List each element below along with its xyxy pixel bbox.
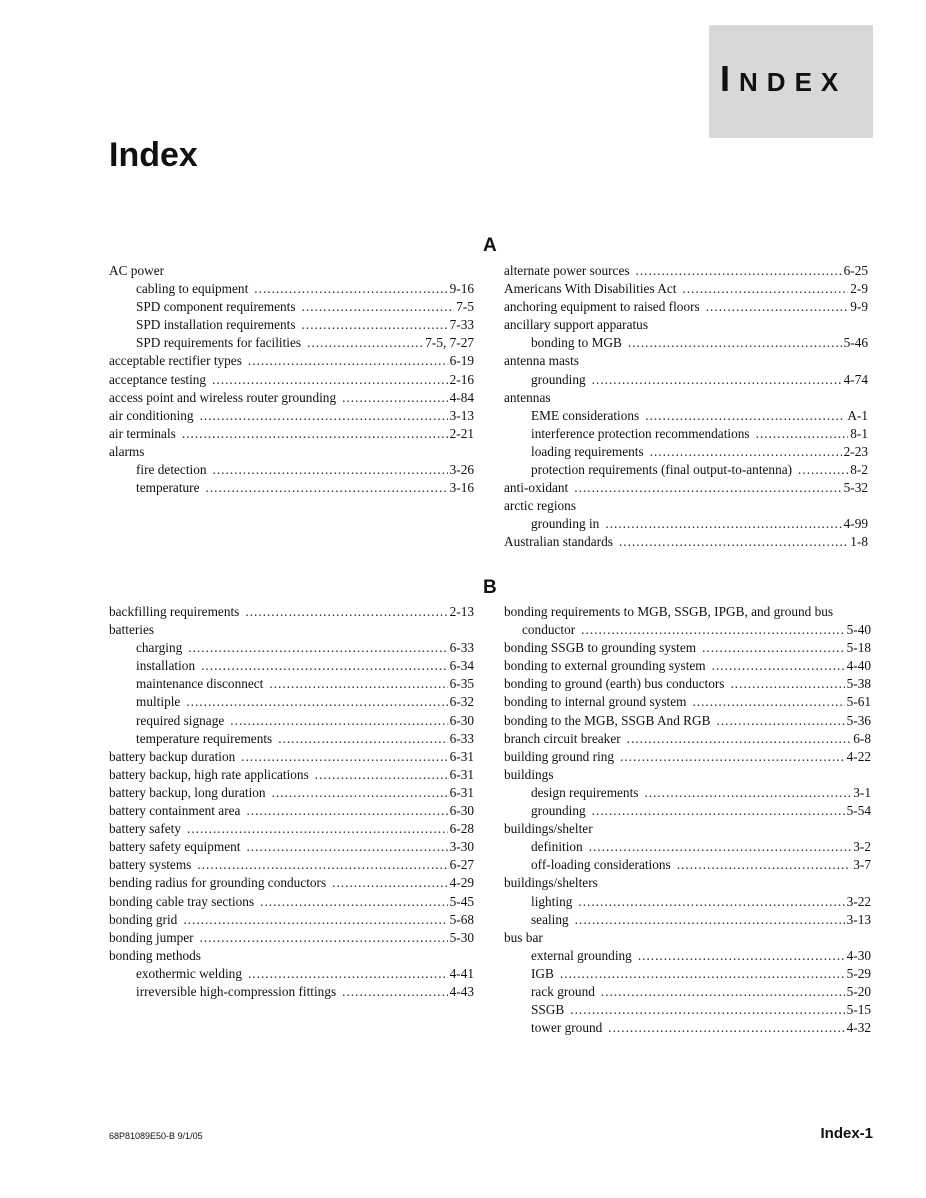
entry-page-ref: 5-38	[846, 676, 871, 692]
entry-page-ref: 5-46	[843, 335, 868, 351]
entry-term: AC power	[109, 263, 165, 278]
entry-page-ref: 2-9	[850, 281, 868, 297]
entry-page-ref: 6-27	[449, 857, 474, 873]
entry-term: air terminals	[109, 425, 176, 441]
entry-page-ref: 2-16	[449, 371, 474, 387]
entry-term: irreversible high-compression fittings	[136, 983, 337, 999]
entry-page-ref: 6-30	[449, 803, 474, 819]
dot-leader	[183, 911, 447, 929]
entry-term: Australian standards	[504, 534, 613, 550]
dot-leader	[798, 461, 848, 479]
entry-page-ref: 6-35	[449, 676, 474, 692]
dot-leader	[260, 893, 448, 911]
index-entry	[504, 929, 871, 947]
index-subentry	[504, 515, 868, 533]
entry-page-ref: 5-36	[846, 712, 871, 728]
dot-leader	[278, 730, 447, 748]
entry-term: bus bar	[504, 929, 543, 945]
entry-page-ref: 6-19	[449, 353, 474, 369]
entry-term: grounding	[531, 803, 586, 819]
entry-page-ref: 4-99	[843, 516, 868, 532]
entry-page-ref: 6-28	[449, 821, 474, 837]
entry-page-ref: 3-30	[449, 839, 474, 855]
entry-page-ref: 5-45	[449, 893, 474, 909]
dot-leader	[188, 639, 447, 657]
dot-leader	[315, 766, 448, 784]
entry-term: definition	[531, 839, 583, 855]
dot-leader	[608, 1019, 844, 1037]
entry-term: rack ground	[531, 983, 595, 999]
dot-leader	[717, 712, 845, 730]
entry-term: protection requirements (final output-to-antenna)	[531, 462, 793, 478]
entry-term: IGB	[531, 965, 554, 981]
entry-term: multiple	[136, 694, 181, 710]
dot-leader	[601, 983, 845, 1001]
entry-term: branch circuit breaker	[504, 730, 621, 746]
entry-term: battery safety equipment	[109, 839, 241, 855]
entry-page-ref: 5-54	[846, 803, 871, 819]
dot-leader	[730, 675, 844, 693]
index-entry	[504, 693, 871, 711]
index-subentry	[504, 911, 871, 929]
dot-leader	[302, 298, 455, 316]
entry-term: lighting	[531, 893, 573, 909]
entry-term: backfilling requirements	[109, 604, 240, 619]
entry-term: SPD installation requirements	[136, 317, 296, 333]
entry-term: charging	[136, 640, 183, 656]
entry-term: buildings/shelters	[504, 875, 598, 891]
index-subentry	[109, 693, 474, 711]
index-entry	[504, 352, 868, 370]
index-entry	[109, 407, 474, 425]
entry-term: antennas	[504, 389, 551, 405]
entry-term: loading requirements	[531, 443, 644, 459]
index-entry	[109, 947, 474, 965]
index-entry	[109, 425, 474, 443]
index-subentry	[504, 371, 868, 389]
entry-term: batteries	[109, 622, 155, 638]
dot-leader	[200, 929, 448, 947]
entry-page-ref: 6-31	[449, 748, 474, 764]
entry-page-ref: 4-22	[846, 748, 871, 764]
index-entry	[504, 298, 868, 316]
dot-leader	[644, 784, 851, 802]
entry-term: bending radius for grounding conductors	[109, 875, 327, 891]
dot-leader	[578, 893, 844, 911]
entry-term: bonding methods	[109, 947, 201, 963]
dot-leader	[712, 657, 845, 675]
entry-page-ref: 6-31	[449, 784, 474, 800]
document-id: 68P81089E50-B 9/1/05	[109, 1131, 203, 1141]
entry-term: battery backup, high rate applications	[109, 766, 309, 782]
entry-page-ref: 3-16	[449, 480, 474, 496]
index-entry	[504, 280, 868, 298]
entry-term: access point and wireless router grounding	[109, 389, 337, 405]
dot-leader	[248, 965, 448, 983]
dot-leader	[560, 965, 845, 983]
index-subentry	[109, 334, 474, 352]
entry-term: off-loading considerations	[531, 857, 671, 873]
entry-page-ref: 5-29	[846, 965, 871, 981]
entry-term: arctic regions	[504, 498, 576, 514]
entry-page-ref: 8-1	[850, 425, 868, 441]
entry-term: EME considerations	[531, 407, 640, 423]
index-subentry	[109, 730, 474, 748]
dot-leader	[756, 425, 849, 443]
entry-page-ref: 3-22	[846, 893, 871, 909]
entry-page-ref: 8-2	[850, 462, 868, 478]
index-entry	[109, 371, 474, 389]
entry-page-ref: 6-33	[449, 730, 474, 746]
dot-leader	[342, 983, 447, 1001]
dot-leader	[201, 657, 448, 675]
index-subentry	[109, 298, 474, 316]
entry-page-ref: 4-29	[449, 875, 474, 891]
dot-leader	[628, 334, 842, 352]
index-entry	[109, 911, 474, 929]
index-entry	[504, 603, 871, 621]
entry-term: battery backup, long duration	[109, 784, 266, 800]
index-subentry	[109, 675, 474, 693]
entry-page-ref: 5-61	[846, 694, 871, 710]
index-entry	[109, 621, 474, 639]
dot-leader	[246, 802, 447, 820]
dot-leader	[248, 352, 448, 370]
entry-page-ref: 6-33	[449, 640, 474, 656]
dot-leader	[342, 389, 448, 407]
dot-leader	[592, 802, 845, 820]
section-letter-a: A	[483, 235, 497, 256]
entry-term: bonding requirements to MGB, SSGB, IPGB, and ground bus	[504, 604, 834, 619]
index-subentry	[504, 802, 871, 820]
entry-term: antenna masts	[504, 353, 579, 369]
dot-leader	[302, 316, 448, 334]
dot-leader	[581, 621, 844, 639]
dot-leader	[307, 334, 423, 352]
entry-term: temperature	[136, 480, 200, 496]
index-entry	[504, 389, 868, 407]
index-column-a-right	[504, 262, 868, 552]
entry-term: Americans With Disabilities Act	[504, 281, 677, 297]
index-column-a-left	[109, 262, 474, 497]
index-subentry	[109, 280, 474, 298]
entry-page-ref: 5-15	[846, 1002, 871, 1018]
dot-leader	[636, 262, 842, 280]
entry-page-ref: 7-5	[456, 299, 474, 315]
index-entry	[109, 874, 474, 892]
entry-page-ref: 5-20	[846, 983, 871, 999]
index-entry	[504, 766, 871, 784]
index-subentry	[504, 838, 871, 856]
entry-term: battery systems	[109, 857, 192, 873]
entry-term: bonding to MGB	[531, 335, 622, 351]
index-subentry	[109, 712, 474, 730]
entry-page-ref: 5-32	[843, 480, 868, 496]
index-entry	[504, 639, 871, 657]
index-subentry	[504, 461, 868, 479]
index-subentry	[109, 461, 474, 479]
index-entry	[504, 533, 868, 551]
index-entry	[109, 838, 474, 856]
index-subentry	[504, 784, 871, 802]
entry-term: temperature requirements	[136, 730, 273, 746]
index-column-b-left	[109, 603, 474, 1001]
entry-term: bonding jumper	[109, 929, 194, 945]
index-subentry	[109, 639, 474, 657]
entry-term: grounding in	[531, 516, 600, 532]
entry-page-ref: 9-16	[449, 281, 474, 297]
index-entry	[109, 784, 474, 802]
entry-term: battery safety	[109, 821, 181, 837]
index-entry	[109, 893, 474, 911]
index-entry	[109, 443, 474, 461]
entry-term: exothermic welding	[136, 965, 242, 981]
entry-term: acceptance testing	[109, 371, 207, 387]
entry-page-ref: 4-32	[846, 1020, 871, 1036]
entry-term: conductor	[522, 622, 576, 638]
dot-leader	[187, 820, 448, 838]
index-subentry	[504, 893, 871, 911]
entry-term: bonding grid	[109, 911, 178, 927]
index-subentry	[504, 1001, 871, 1019]
dot-leader	[706, 298, 849, 316]
index-entry	[504, 262, 868, 280]
entry-term: required signage	[136, 712, 225, 728]
dot-leader	[627, 730, 852, 748]
index-entry	[504, 316, 868, 334]
entry-term: bonding to external grounding system	[504, 658, 706, 674]
entry-term: design requirements	[531, 784, 639, 800]
index-entry	[109, 352, 474, 370]
dot-leader	[570, 1001, 844, 1019]
dot-leader	[682, 280, 848, 298]
entry-page-ref: 7-5, 7-27	[425, 335, 474, 351]
entry-term: buildings	[504, 766, 554, 782]
entry-term: anti-oxidant	[504, 480, 569, 496]
index-subentry	[504, 1019, 871, 1037]
index-subentry	[504, 407, 868, 425]
entry-term: alarms	[109, 443, 145, 459]
dot-leader	[650, 443, 842, 461]
dot-leader	[212, 371, 448, 389]
page-number: Index-1	[820, 1125, 873, 1142]
entry-term: interference protection recommendations	[531, 425, 750, 441]
entry-page-ref: 6-8	[853, 730, 871, 746]
entry-term: acceptable rectifier types	[109, 353, 242, 369]
entry-term: installation	[136, 658, 196, 674]
entry-page-ref: 9-9	[850, 299, 868, 315]
entry-page-ref: 3-1	[853, 784, 871, 800]
dot-leader	[575, 911, 845, 929]
entry-page-ref: 5-40	[846, 622, 871, 638]
entry-page-ref: 6-25	[843, 263, 868, 278]
index-subentry	[504, 425, 868, 443]
index-entry	[109, 389, 474, 407]
entry-term: tower ground	[531, 1020, 603, 1036]
entry-term: bonding SSGB to grounding system	[504, 640, 697, 656]
entry-page-ref: 4-40	[846, 658, 871, 674]
index-entry	[109, 802, 474, 820]
index-entry	[504, 730, 871, 748]
entry-term: battery backup duration	[109, 748, 236, 764]
index-entry	[504, 675, 871, 693]
entry-page-ref: 4-84	[449, 389, 474, 405]
entry-term: bonding to ground (earth) bus conductors	[504, 676, 725, 692]
index-entry	[504, 479, 868, 497]
index-subentry	[504, 443, 868, 461]
entry-page-ref: 4-41	[449, 965, 474, 981]
index-entry	[109, 603, 474, 621]
dot-leader	[645, 407, 845, 425]
dot-leader	[230, 712, 447, 730]
dot-leader	[620, 748, 845, 766]
chapter-tab-label: INDEX	[720, 58, 848, 99]
dot-leader	[200, 407, 448, 425]
dot-leader	[254, 280, 447, 298]
entry-term: bonding to internal ground system	[504, 694, 687, 710]
entry-term: building ground ring	[504, 748, 615, 764]
entry-page-ref: 2-21	[449, 425, 474, 441]
index-entry	[504, 712, 871, 730]
entry-page-ref: 4-43	[449, 983, 474, 999]
index-entry	[109, 766, 474, 784]
dot-leader	[245, 603, 447, 621]
index-subentry	[504, 983, 871, 1001]
dot-leader	[702, 639, 845, 657]
page-title: Index	[109, 136, 198, 174]
index-subentry	[109, 657, 474, 675]
entry-page-ref: 5-30	[449, 929, 474, 945]
entry-page-ref: 3-7	[853, 857, 871, 873]
dot-leader	[213, 461, 448, 479]
entry-page-ref: 5-68	[449, 911, 474, 927]
entry-page-ref: 3-13	[846, 911, 871, 927]
dot-leader	[197, 856, 447, 874]
entry-term: grounding	[531, 371, 586, 387]
entry-term: battery containment area	[109, 803, 241, 819]
entry-term: bonding cable tray sections	[109, 893, 255, 909]
entry-term: SSGB	[531, 1002, 565, 1018]
dot-leader	[638, 947, 845, 965]
dot-leader	[269, 675, 447, 693]
index-column-b-right	[504, 603, 871, 1037]
index-entry	[504, 657, 871, 675]
index-entry	[504, 874, 871, 892]
dot-leader	[206, 479, 448, 497]
index-subentry	[109, 983, 474, 1001]
entry-term: anchoring equipment to raised floors	[504, 299, 700, 315]
dot-leader	[589, 838, 852, 856]
entry-term: alternate power sources	[504, 263, 630, 278]
entry-term: fire detection	[136, 462, 207, 478]
index-subentry	[109, 479, 474, 497]
entry-term: SPD requirements for facilities	[136, 335, 302, 351]
index-subentry	[504, 947, 871, 965]
entry-page-ref: 2-13	[449, 604, 474, 619]
index-subentry	[504, 965, 871, 983]
index-entry	[109, 748, 474, 766]
dot-leader	[605, 515, 841, 533]
index-entry	[504, 820, 871, 838]
entry-page-ref: A-1	[847, 407, 868, 423]
index-entry	[109, 262, 474, 280]
entry-page-ref: 6-30	[449, 712, 474, 728]
entry-page-ref: 6-31	[449, 766, 474, 782]
dot-leader	[692, 693, 844, 711]
entry-term: maintenance disconnect	[136, 676, 264, 692]
dot-leader	[272, 784, 448, 802]
index-subentry	[504, 856, 871, 874]
entry-term: ancillary support apparatus	[504, 317, 648, 333]
entry-page-ref: 3-26	[449, 462, 474, 478]
dot-leader	[182, 425, 448, 443]
index-subentry	[109, 316, 474, 334]
dot-leader	[677, 856, 852, 874]
index-entry	[109, 856, 474, 874]
entry-term: SPD component requirements	[136, 299, 296, 315]
entry-term: external grounding	[531, 947, 632, 963]
entry-page-ref: 2-23	[843, 443, 868, 459]
index-entry	[109, 929, 474, 947]
index-entry	[504, 497, 868, 515]
index-entry	[504, 748, 871, 766]
entry-term: air conditioning	[109, 407, 194, 423]
entry-term: bonding to the MGB, SSGB And RGB	[504, 712, 711, 728]
dot-leader	[592, 371, 842, 389]
entry-page-ref: 7-33	[449, 317, 474, 333]
entry-page-ref: 6-34	[449, 658, 474, 674]
entry-page-ref: 1-8	[850, 534, 868, 550]
entry-page-ref: 4-74	[843, 371, 868, 387]
entry-term: cabling to equipment	[136, 281, 249, 297]
entry-term: sealing	[531, 911, 569, 927]
index-subentry	[109, 965, 474, 983]
dot-leader	[241, 748, 447, 766]
dot-leader	[186, 693, 447, 711]
index-subentry	[504, 621, 871, 639]
section-letter-b: B	[483, 577, 497, 598]
dot-leader	[574, 479, 841, 497]
index-subentry	[504, 334, 868, 352]
index-entry	[109, 820, 474, 838]
dot-leader	[332, 874, 447, 892]
dot-leader	[619, 533, 848, 551]
dot-leader	[246, 838, 447, 856]
entry-page-ref: 5-18	[846, 640, 871, 656]
entry-page-ref: 3-13	[449, 407, 474, 423]
entry-page-ref: 3-2	[853, 839, 871, 855]
entry-term: buildings/shelter	[504, 821, 593, 837]
entry-page-ref: 6-32	[449, 694, 474, 710]
entry-page-ref: 4-30	[846, 947, 871, 963]
